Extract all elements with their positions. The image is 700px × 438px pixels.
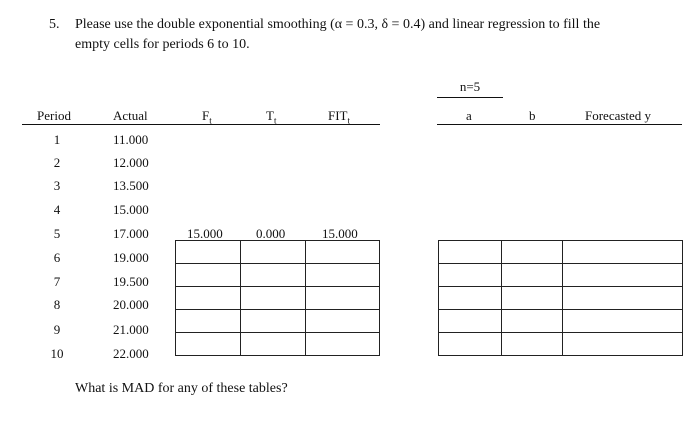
blank-cell-b[interactable]: [502, 241, 563, 264]
period-cell: 2: [53, 155, 61, 170]
right-answer-grid: [438, 240, 683, 356]
blank-cell-forecast[interactable]: [563, 287, 683, 310]
actual-cell: 22.000: [113, 346, 149, 361]
period-cell: 6: [53, 250, 61, 265]
period-cell: 5: [53, 226, 61, 241]
header-forecasted-y: Forecasted y: [585, 108, 652, 123]
header-a: a: [466, 108, 472, 123]
blank-cell-t[interactable]: [241, 333, 306, 356]
table-row: [439, 333, 683, 356]
blank-cell-a[interactable]: [439, 333, 502, 356]
blank-cell-b[interactable]: [502, 287, 563, 310]
question-number: 5.: [49, 17, 60, 32]
blank-cell-fit[interactable]: [306, 264, 380, 287]
blank-cell-a[interactable]: [439, 310, 502, 333]
table-row: [439, 264, 683, 287]
blank-cell-b[interactable]: [502, 264, 563, 287]
header-fit: [328, 108, 350, 126]
mad-question: What is MAD for any of these tables?: [75, 381, 288, 396]
actual-cell: 13.500: [113, 178, 149, 193]
blank-cell-forecast[interactable]: [563, 310, 683, 333]
blank-cell-fit[interactable]: [306, 333, 380, 356]
period-cell: 3: [53, 178, 61, 193]
blank-cell-fit[interactable]: [306, 241, 380, 264]
actual-cell: 19.500: [113, 274, 149, 289]
header-b: b: [529, 108, 536, 123]
blank-cell-b[interactable]: [502, 333, 563, 356]
period5-t-value: 0.000: [256, 226, 286, 241]
header-f: [202, 108, 212, 126]
period-cell: 1: [53, 132, 61, 147]
period-cell: 9: [53, 322, 61, 337]
blank-cell-fit[interactable]: [306, 310, 380, 333]
blank-cell-a[interactable]: [439, 287, 502, 310]
header-fit-subscript: t: [347, 115, 351, 126]
period5-fit-value: 15.000: [322, 226, 358, 241]
table-row: [176, 264, 380, 287]
blank-cell-a[interactable]: [439, 264, 502, 287]
header-actual: Actual: [113, 108, 148, 123]
period5-f-value: 15.000: [187, 226, 223, 241]
blank-cell-f[interactable]: [176, 310, 241, 333]
actual-cell: 15.000: [113, 202, 149, 217]
header-t-subscript: t: [273, 115, 277, 126]
question-text-line2: empty cells for periods 6 to 10.: [75, 37, 250, 52]
question-text-line1: Please use the double exponential smoothing (α = 0.3, δ = 0.4) and linear regression to fill the: [75, 17, 601, 32]
table-row: [176, 310, 380, 333]
blank-cell-t[interactable]: [241, 241, 306, 264]
table-row: [439, 287, 683, 310]
period-cell: 4: [53, 202, 61, 217]
blank-cell-fit[interactable]: [306, 287, 380, 310]
actual-cell: 11.000: [113, 132, 149, 147]
actual-cell: 19.000: [113, 250, 149, 265]
blank-cell-f[interactable]: [176, 264, 241, 287]
period-cell: 7: [53, 274, 61, 289]
table-row: [176, 287, 380, 310]
header-f-label: F: [202, 108, 210, 123]
left-table-header-rule: [22, 108, 380, 125]
table-row: [176, 333, 380, 356]
blank-cell-forecast[interactable]: [563, 241, 683, 264]
blank-cell-forecast[interactable]: [563, 333, 683, 356]
blank-cell-f[interactable]: [176, 241, 241, 264]
blank-cell-f[interactable]: [176, 287, 241, 310]
blank-cell-forecast[interactable]: [563, 264, 683, 287]
actual-cell: 17.000: [113, 226, 149, 241]
blank-cell-t[interactable]: [241, 310, 306, 333]
blank-cell-a[interactable]: [439, 241, 502, 264]
table-row: [439, 310, 683, 333]
header-t: [266, 108, 276, 126]
header-f-subscript: t: [209, 115, 212, 126]
period-cell: 10: [50, 346, 64, 361]
table-row: [439, 241, 683, 264]
header-t-label: T: [266, 108, 274, 123]
blank-cell-f[interactable]: [176, 333, 241, 356]
actual-cell: 20.000: [113, 297, 149, 312]
header-fit-label: FIT: [328, 108, 348, 123]
table-row: [176, 241, 380, 264]
actual-cell: 21.000: [113, 322, 149, 337]
n-equals-label: n=5: [437, 79, 503, 98]
blank-cell-t[interactable]: [241, 264, 306, 287]
blank-cell-t[interactable]: [241, 287, 306, 310]
left-answer-grid: [175, 240, 380, 356]
blank-cell-b[interactable]: [502, 310, 563, 333]
actual-cell: 12.000: [113, 155, 149, 170]
header-period: Period: [37, 108, 71, 123]
period-cell: 8: [53, 297, 61, 312]
